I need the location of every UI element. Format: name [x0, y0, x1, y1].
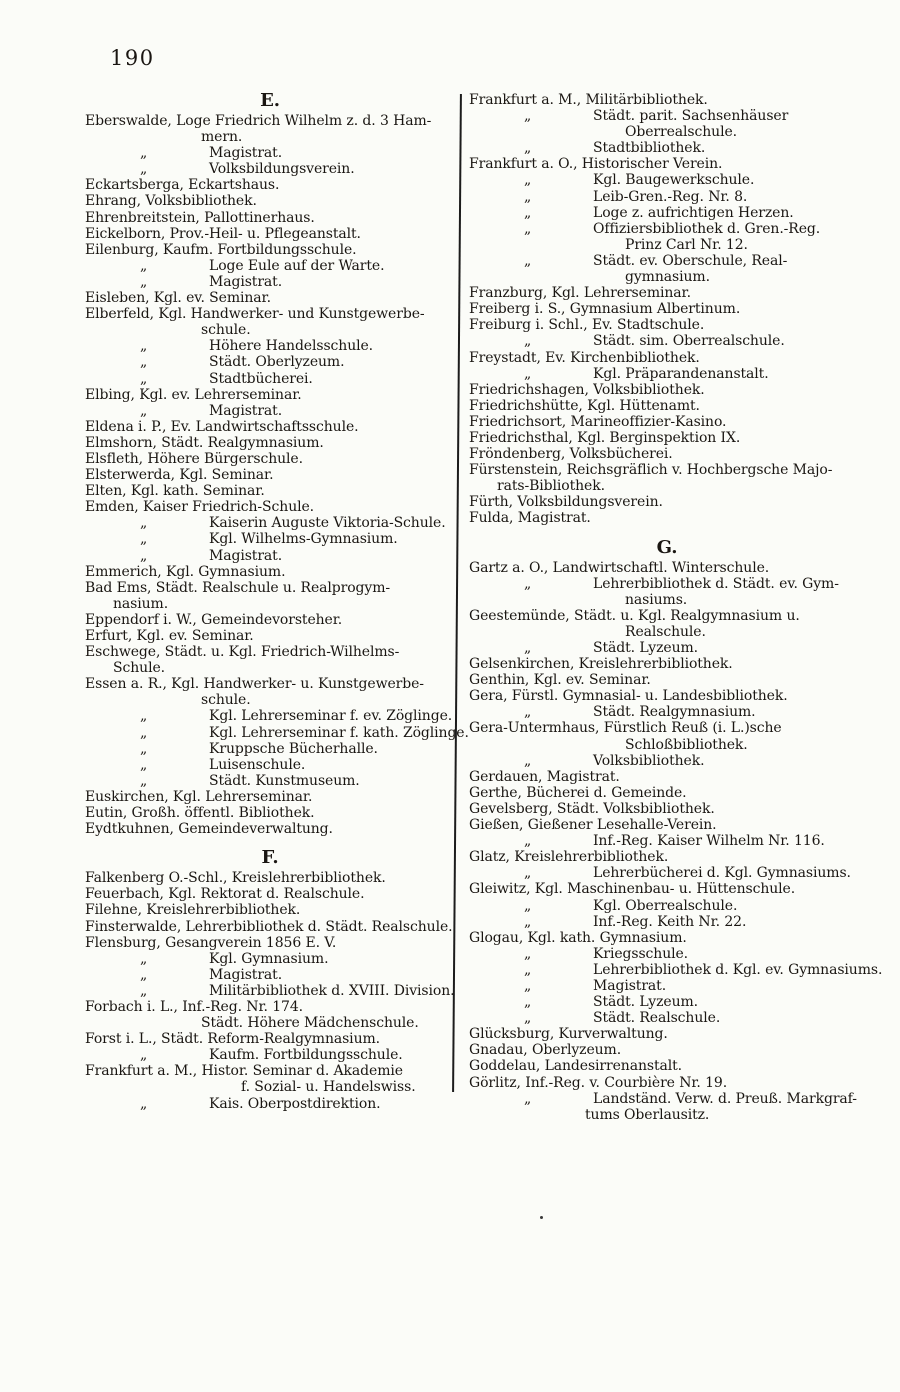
ditto-mark: „ [140, 370, 148, 387]
directory-entry: Elsfleth, Höhere Bürgerschule. [85, 450, 303, 467]
ditto-mark: „ [524, 1010, 532, 1027]
ditto-mark: „ [524, 640, 532, 656]
entry-text: Magistrat. [209, 145, 283, 162]
ditto-mark: „ [140, 354, 148, 371]
entry-text: Kaiserin Auguste Viktoria-Schule. [209, 515, 446, 532]
entry-text: Städt. sim. Oberrealschule. [593, 333, 785, 350]
entry-text: Kgl. Baugewerkschule. [593, 172, 755, 189]
directory-line-ditto [85, 1047, 455, 1063]
entry-text: Städt. parit. Sachsenhäuser [593, 108, 789, 125]
entry-text: Stadtbücherei. [209, 370, 313, 387]
directory-entry: Friedrichshagen, Volksbibliothek. [469, 381, 705, 398]
directory-entry: Forst i. L., Städt. Reform-Realgymnasium. [85, 1031, 381, 1048]
directory-line-ditto [469, 1010, 865, 1026]
directory-entry: Eickelborn, Prov.-Heil- u. Pflegeanstalt. [85, 225, 361, 242]
directory-column-left [85, 90, 469, 1112]
directory-entry: Glücksburg, Kurverwaltung. [469, 1026, 668, 1043]
ditto-mark: „ [524, 252, 532, 269]
directory-line-ditto [469, 865, 865, 881]
ditto-mark: „ [524, 333, 532, 350]
directory-entry: Gerthe, Bücherei d. Gemeinde. [469, 784, 687, 801]
directory-line-continuation: schule. [201, 692, 251, 709]
entry-text: Volksbildungsverein. [209, 161, 355, 178]
directory-line-continuation: Prinz Carl Nr. 12. [625, 236, 748, 253]
directory-entry: Ehrang, Volksbibliothek. [85, 193, 257, 210]
entry-text: Städt. Oberlyzeum. [209, 354, 345, 371]
ditto-mark: „ [140, 756, 148, 773]
directory-entry: Eydtkuhnen, Gemeindeverwaltung. [85, 821, 333, 838]
directory-line-ditto [469, 833, 865, 849]
ditto-mark: „ [140, 402, 148, 419]
directory-entry: Elbing, Kgl. ev. Lehrerseminar. [85, 386, 302, 403]
ditto-mark: „ [140, 161, 148, 178]
ditto-mark: „ [524, 172, 532, 189]
directory-line-continuation: Oberrealschule. [625, 124, 737, 141]
directory-entry: Essen a. R., Kgl. Handwerker- u. Kunstgewerbe- [85, 676, 424, 693]
directory-entry: Bad Ems, Städt. Realschule u. Realprogym- [85, 579, 391, 596]
directory-entry: Eldena i. P., Ev. Landwirtschaftsschule. [85, 418, 359, 435]
ditto-mark: „ [524, 865, 532, 882]
ditto-mark: „ [524, 961, 532, 978]
directory-entry: Fürth, Volksbildungsverein. [469, 494, 663, 511]
entry-text: Loge Eule auf der Warte. [209, 257, 385, 274]
entry-text: Stadtbibliothek. [593, 140, 706, 157]
ditto-mark: „ [140, 531, 148, 548]
directory-line-ditto [469, 961, 883, 978]
section-heading: E. [260, 90, 280, 111]
ditto-mark: „ [524, 945, 532, 962]
section-heading: G. [656, 536, 678, 558]
entry-text: Magistrat. [209, 547, 283, 564]
entry-text: Kruppsche Bücherhalle. [209, 740, 378, 757]
entry-text: Lehrerbibliothek d. Städt. ev. Gym- [593, 575, 839, 592]
directory-entry: Falkenberg O.-Schl., Kreislehrerbibliothek. [85, 870, 386, 887]
ditto-mark: „ [140, 966, 148, 983]
directory-entry: Gleiwitz, Kgl. Maschinenbau- u. Hüttenschule. [469, 881, 796, 898]
directory-line-continuation: Städt. Höhere Mädchenschule. [201, 1015, 419, 1032]
directory-line-continuation: f. Sozial- u. Handelswiss. [241, 1079, 416, 1096]
directory-entry: Elmshorn, Städt. Realgymnasium. [85, 434, 324, 451]
entry-text: Kgl. Präparandenanstalt. [593, 365, 769, 382]
directory-entry: Gelsenkirchen, Kreislehrerbibliothek. [469, 656, 733, 673]
ditto-mark: „ [524, 833, 532, 850]
directory-entry: Euskirchen, Kgl. Lehrerseminar. [85, 788, 313, 805]
directory-entry: Eberswalde, Loge Friedrich Wilhelm z. d. 3 Ham- [85, 113, 432, 129]
directory-line-ditto [85, 773, 455, 789]
ditto-mark: „ [140, 145, 148, 162]
directory-entry: Görlitz, Inf.-Reg. v. Courbière Nr. 19. [469, 1074, 728, 1091]
directory-line-ditto [469, 994, 865, 1010]
directory-entry: Erfurt, Kgl. ev. Seminar. [85, 628, 254, 644]
directory-line-ditto [85, 515, 455, 531]
directory-line-ditto [469, 914, 865, 930]
directory-line-continuation: Schloßbibliothek. [625, 736, 748, 753]
directory-entry: Frankfurt a. O., Historischer Verein. [469, 156, 723, 173]
directory-entry: Freiburg i. Schl., Ev. Stadtschule. [469, 317, 705, 334]
entry-text: Städt. ev. Oberschule, Real- [593, 252, 788, 269]
directory-line-continuation: rats-Bibliothek. [497, 478, 605, 495]
directory-entry: Feuerbach, Kgl. Rektorat d. Realschule. [85, 886, 365, 903]
entry-text: Städt. Realgymnasium. [593, 704, 756, 721]
ditto-mark: „ [524, 365, 532, 382]
directory-line-ditto [469, 333, 865, 349]
directory-entry: Fulda, Magistrat. [469, 510, 591, 527]
ditto-mark: „ [140, 772, 148, 789]
ditto-mark: „ [524, 1090, 532, 1107]
directory-entry: Gerdauen, Magistrat. [469, 768, 620, 785]
directory-entry: Gießen, Gießener Lesehalle-Verein. [469, 817, 717, 834]
directory-entry: Ehrenbreitstein, Pallottinerhaus. [85, 209, 315, 226]
directory-line-ditto [469, 898, 865, 914]
entry-text: Kriegsschule. [593, 945, 689, 962]
directory-line-ditto [469, 576, 865, 592]
directory-line-ditto [85, 983, 455, 999]
directory-entry: Fürstenstein, Reichsgräflich v. Hochbergsche Majo- [469, 462, 833, 479]
ditto-mark: „ [140, 1047, 148, 1064]
ditto-mark: „ [524, 204, 532, 221]
directory-line-continuation: mern. [201, 129, 243, 146]
ditto-mark: „ [524, 977, 532, 994]
directory-line-ditto [85, 403, 455, 419]
entry-text: Loge z. aufrichtigen Herzen. [593, 204, 794, 221]
scan-speck [540, 1216, 543, 1219]
entry-text: Magistrat. [209, 402, 283, 419]
directory-line-ditto [85, 724, 469, 741]
directory-line-ditto [85, 741, 455, 757]
ditto-mark: „ [140, 982, 148, 999]
directory-column-right [469, 92, 883, 1123]
ditto-mark: „ [140, 708, 148, 725]
directory-line-ditto [85, 354, 455, 370]
ditto-mark: „ [524, 913, 532, 930]
entry-text: Magistrat. [209, 273, 283, 290]
directory-entry: Freystadt, Ev. Kirchenbibliothek. [469, 349, 700, 366]
directory-line-ditto [469, 189, 865, 205]
entry-text: Lehrerbücherei d. Kgl. Gymnasiums. [593, 865, 851, 882]
directory-line-ditto [469, 221, 865, 237]
directory-line-ditto [469, 366, 865, 382]
entry-text: Militärbibliothek d. XVIII. Division. [209, 982, 455, 999]
directory-line-ditto [85, 757, 455, 773]
entry-text: Offiziersbibliothek d. Gren.-Reg. [593, 220, 821, 237]
directory-entry: Finsterwalde, Lehrerbibliothek d. Städt. Realschule. [85, 918, 453, 935]
entry-text: Kgl. Oberrealschule. [593, 897, 738, 914]
ditto-mark: „ [524, 140, 532, 157]
directory-entry: Geestemünde, Städt. u. Kgl. Realgymnasium u. [469, 607, 800, 624]
directory-entry: Filehne, Kreislehrerbibliothek. [85, 902, 301, 919]
ditto-mark: „ [140, 740, 148, 757]
directory-line-ditto [85, 371, 455, 387]
directory-line-ditto [469, 704, 865, 720]
directory-line-ditto [469, 978, 865, 994]
directory-line-ditto [85, 145, 455, 161]
entry-text: Kais. Oberpostdirektion. [209, 1095, 381, 1112]
entry-text: Kgl. Gymnasium. [209, 950, 329, 967]
ditto-mark: „ [524, 188, 532, 205]
entry-text: Landständ. Verw. d. Preuß. Markgraf- [593, 1090, 857, 1107]
ditto-mark: „ [524, 897, 532, 914]
directory-line-ditto [85, 338, 455, 354]
directory-entry: Friedrichsthal, Kgl. Berginspektion IX. [469, 429, 741, 446]
ditto-mark: „ [140, 950, 148, 967]
directory-entry: Gevelsberg, Städt. Volksbibliothek. [469, 800, 715, 817]
entry-text: Magistrat. [593, 977, 667, 994]
entry-text: Luisenschule. [209, 756, 306, 773]
directory-entry: Gnadau, Oberlyzeum. [469, 1042, 622, 1059]
ditto-mark: „ [524, 108, 532, 125]
entry-text: Leib-Gren.-Reg. Nr. 8. [593, 188, 748, 205]
ditto-mark: „ [140, 273, 148, 290]
entry-text: Städt. Kunstmuseum. [209, 772, 360, 789]
directory-entry: Elberfeld, Kgl. Handwerker- und Kunstgewerbe- [85, 306, 425, 323]
directory-line-continuation: nasiums. [625, 591, 688, 608]
entry-text: Städt. Lyzeum. [593, 640, 699, 656]
directory-line-ditto [469, 140, 865, 156]
entry-text: Inf.-Reg. Kaiser Wilhelm Nr. 116. [593, 833, 825, 850]
directory-line-ditto [469, 205, 865, 221]
entry-text: Magistrat. [209, 966, 283, 983]
directory-line-ditto [469, 1091, 865, 1107]
directory-line-ditto [469, 172, 865, 188]
directory-line-continuation: schule. [201, 322, 251, 339]
directory-line-ditto [85, 531, 455, 547]
directory-entry: Gera, Fürstl. Gymnasial- u. Landesbibliothek. [469, 688, 788, 705]
entry-text: Inf.-Reg. Keith Nr. 22. [593, 913, 747, 930]
directory-entry: Elten, Kgl. kath. Seminar. [85, 483, 265, 500]
directory-entry: Frankfurt a. M., Militärbibliothek. [469, 92, 708, 108]
ditto-mark: „ [524, 752, 532, 769]
directory-entry: Friedrichshütte, Kgl. Hüttenamt. [469, 397, 700, 414]
ditto-mark: „ [524, 994, 532, 1011]
entry-text: Kgl. Lehrerseminar f. kath. Zöglinge. [209, 724, 469, 741]
directory-entry: Genthin, Kgl. ev. Seminar. [469, 672, 651, 689]
ditto-mark: „ [524, 704, 532, 721]
directory-entry: Franzburg, Kgl. Lehrerseminar. [469, 285, 691, 302]
directory-line-ditto [469, 640, 865, 656]
directory-entry: Freiberg i. S., Gymnasium Albertinum. [469, 301, 741, 318]
directory-entry: Elsterwerda, Kgl. Seminar. [85, 467, 274, 484]
directory-line-ditto [85, 951, 455, 967]
ditto-mark: „ [140, 257, 148, 274]
directory-entry: Forbach i. L., Inf.-Reg. Nr. 174. [85, 998, 303, 1015]
directory-entry: Eschwege, Städt. u. Kgl. Friedrich-Wilhelms- [85, 644, 400, 661]
section-heading: F. [261, 847, 279, 869]
ditto-mark: „ [140, 724, 148, 741]
directory-entry: Goddelau, Landesirrenanstalt. [469, 1058, 682, 1075]
ditto-mark: „ [140, 547, 148, 564]
directory-line-ditto [85, 967, 455, 983]
entry-text: Kgl. Lehrerseminar f. ev. Zöglinge. [209, 708, 453, 725]
directory-entry: Gera-Untermhaus, Fürstlich Reuß (i. L.)sche [469, 720, 782, 737]
directory-entry: Eilenburg, Kaufm. Fortbildungsschule. [85, 241, 357, 258]
directory-entry: Eutin, Großh. öffentl. Bibliothek. [85, 805, 315, 822]
directory-line-ditto [469, 108, 865, 124]
directory-entry: Fröndenberg, Volksbücherei. [469, 446, 673, 463]
directory-entry: Emmerich, Kgl. Gymnasium. [85, 563, 286, 580]
ditto-mark: „ [524, 220, 532, 237]
directory-entry: Frankfurt a. M., Histor. Seminar d. Akademie [85, 1063, 403, 1080]
directory-line-ditto [85, 548, 455, 564]
entry-text: Kaufm. Fortbildungsschule. [209, 1047, 403, 1064]
directory-line-continuation: Realschule. [625, 623, 706, 640]
directory-entry: Gartz a. O., Landwirtschaftl. Winterschule. [469, 559, 770, 576]
directory-entry: Flensburg, Gesangverein 1856 E. V. [85, 934, 337, 951]
entry-text: Höhere Handelsschule. [209, 338, 374, 355]
directory-line-ditto [469, 253, 865, 269]
ditto-mark: „ [140, 515, 148, 532]
directory-entry: Eppendorf i. W., Gemeindevorsteher. [85, 611, 343, 628]
directory-entry: Eisleben, Kgl. ev. Seminar. [85, 290, 271, 307]
entry-text: Städt. Lyzeum. [593, 994, 699, 1011]
directory-entry: Eckartsberga, Eckartshaus. [85, 177, 280, 194]
directory-line-ditto [85, 1096, 455, 1112]
directory-line-continuation: Schule. [113, 660, 165, 677]
ditto-mark: „ [140, 338, 148, 355]
directory-entry: Friedrichsort, Marineoffizier-Kasino. [469, 413, 727, 430]
entry-text: Lehrerbibliothek d. Kgl. ev. Gymnasiums. [593, 961, 883, 978]
ditto-mark: „ [140, 1095, 148, 1112]
directory-line-ditto [469, 753, 865, 769]
page-number: 190 [110, 46, 155, 70]
directory-entry: Emden, Kaiser Friedrich-Schule. [85, 499, 315, 516]
directory-line-continuation: nasium. [113, 595, 169, 612]
directory-line-ditto [85, 161, 455, 177]
directory-line-ditto [85, 708, 455, 724]
directory-line-ditto [85, 258, 455, 274]
entry-text: Kgl. Wilhelms-Gymnasium. [209, 531, 398, 548]
ditto-mark: „ [524, 575, 532, 592]
directory-line-continuation: gymnasium. [625, 269, 710, 286]
directory-line-continuation: tums Oberlausitz. [585, 1106, 710, 1123]
directory-entry: Glogau, Kgl. kath. Gymnasium. [469, 929, 687, 946]
directory-line-ditto [85, 274, 455, 290]
entry-text: Städt. Realschule. [593, 1010, 721, 1027]
directory-line-ditto [469, 946, 865, 962]
entry-text: Volksbibliothek. [593, 752, 705, 769]
directory-entry: Glatz, Kreislehrerbibliothek. [469, 849, 669, 866]
